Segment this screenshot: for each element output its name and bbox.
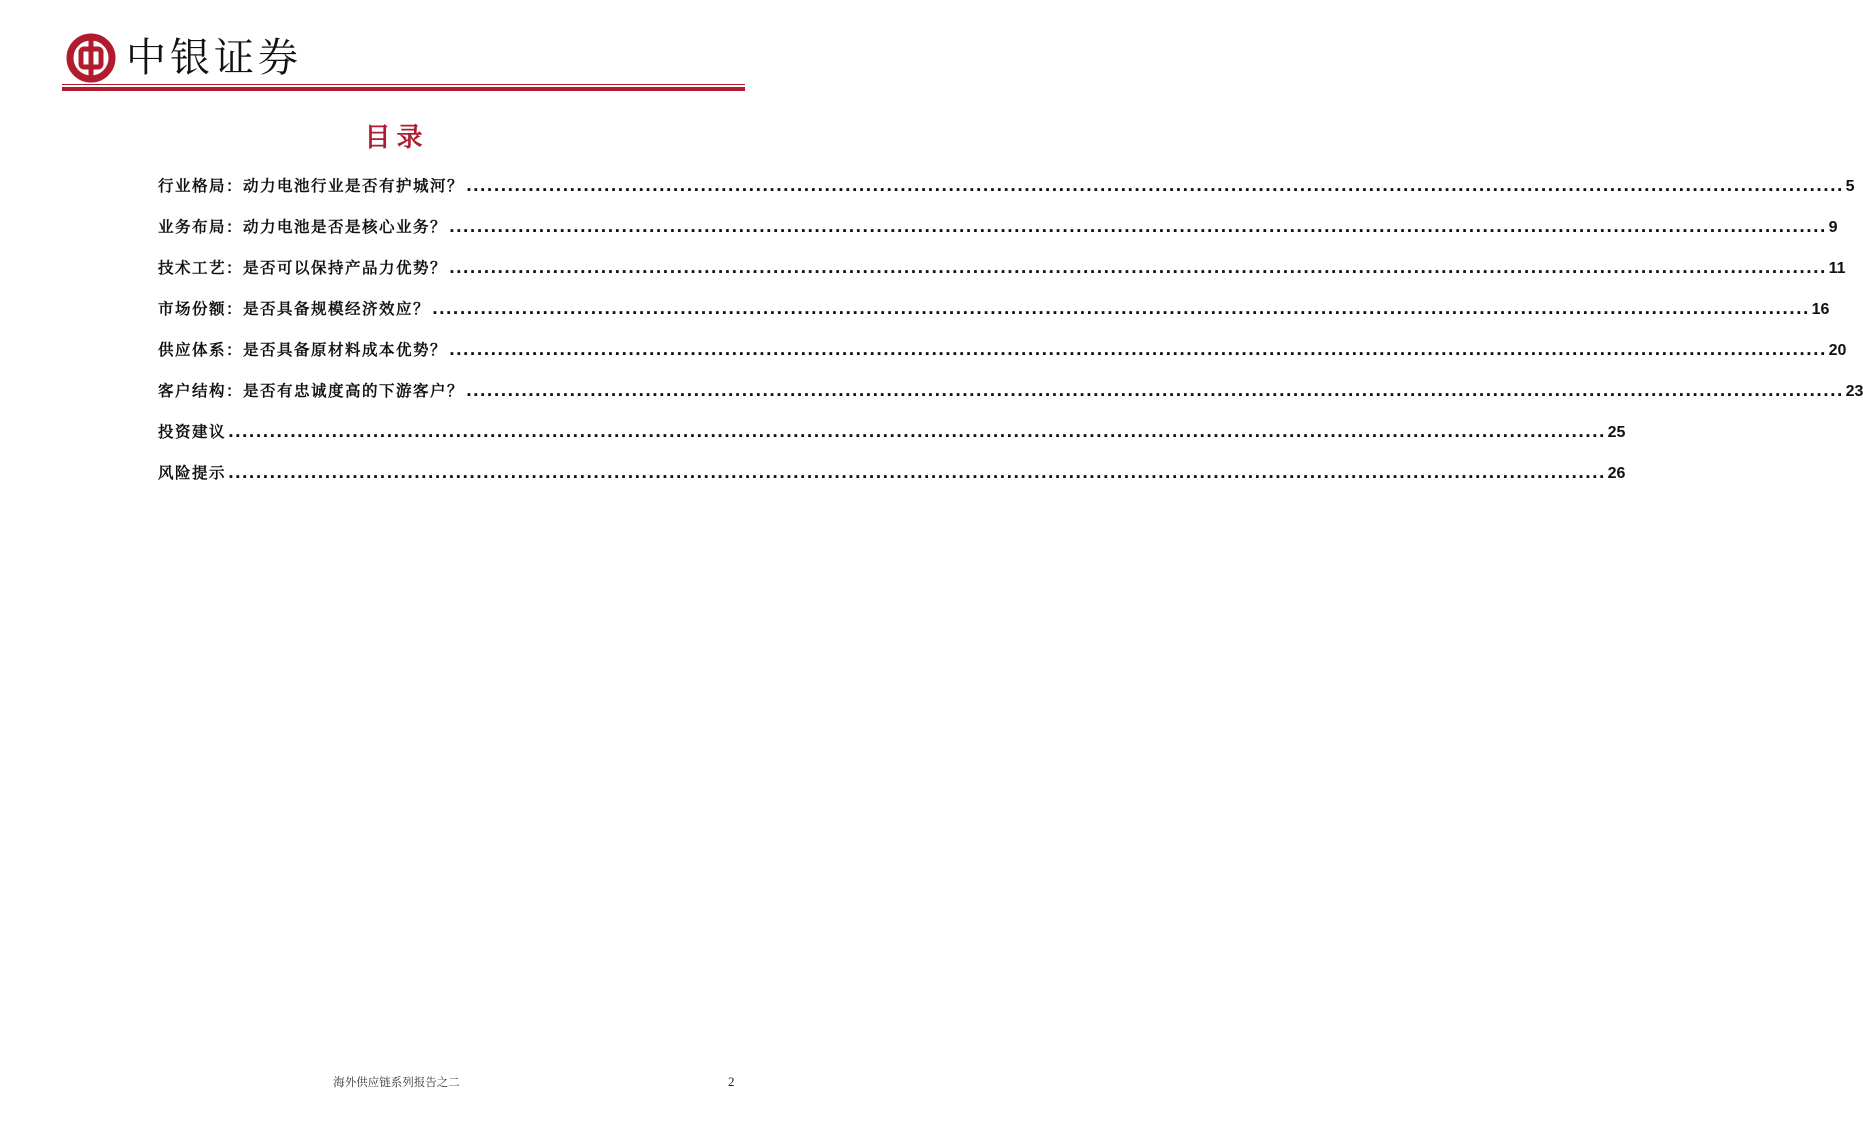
toc-entry[interactable] (158, 174, 1855, 215)
toc-entry-label: 供应体系：是否具备原材料成本优势？ (158, 341, 448, 359)
toc-entry-label: 市场份额：是否具备规模经济效应？ (158, 300, 431, 318)
toc-leader-dots: ........................................................................................................................................................................................................ (432, 300, 1810, 318)
footer-report-series: 海外供应链系列报告之二 (333, 1075, 460, 1089)
toc-entry-label: 风险提示 (158, 464, 227, 482)
toc-leader-dots: ........................................................................................................................................................................................................ (449, 259, 1827, 277)
toc-entry-page: 26 (1607, 465, 1626, 482)
toc-entry[interactable] (158, 215, 1838, 256)
table-of-contents (158, 174, 1863, 502)
toc-entry-label: 业务布局：动力电池是否是核心业务？ (158, 218, 448, 236)
bank-of-china-logo-icon (66, 33, 116, 83)
toc-leader-dots: ........................................................................................................................................................................................................ (228, 464, 1606, 482)
toc-leader-dots: ........................................................................................................................................................................................................ (466, 177, 1844, 195)
toc-leader-dots: ........................................................................................................................................................................................................ (449, 218, 1827, 236)
toc-entry-page: 20 (1828, 342, 1847, 359)
toc-entry-label: 投资建议 (158, 423, 227, 441)
toc-leader-dots: ........................................................................................................................................................................................................ (466, 382, 1844, 400)
header-rule-thick (62, 87, 745, 91)
toc-entry-page: 11 (1828, 260, 1846, 277)
toc-entry-page: 25 (1607, 424, 1626, 441)
toc-entry[interactable] (158, 461, 1626, 502)
toc-leader-dots: ........................................................................................................................................................................................................ (449, 341, 1827, 359)
toc-entry[interactable] (158, 379, 1863, 420)
toc-entry[interactable] (158, 297, 1830, 338)
toc-entry-page: 5 (1845, 178, 1855, 195)
toc-entry-page: 16 (1811, 301, 1830, 318)
toc-entry[interactable] (158, 420, 1626, 461)
footer-page-number: 2 (728, 1074, 735, 1089)
toc-entry-page: 23 (1845, 383, 1863, 400)
toc-entry[interactable] (158, 256, 1846, 297)
toc-entry-page: 9 (1828, 219, 1838, 236)
toc-entry-label: 技术工艺：是否可以保持产品力优势？ (158, 259, 448, 277)
toc-entry[interactable] (158, 338, 1847, 379)
toc-entry-label: 行业格局：动力电池行业是否有护城河？ (158, 177, 465, 195)
toc-entry-label: 客户结构：是否有忠诚度高的下游客户？ (158, 382, 465, 400)
toc-title: 目录 (364, 123, 429, 153)
header-rule-thin (62, 84, 745, 85)
company-name: 中银证券 (126, 35, 302, 81)
toc-leader-dots: ........................................................................................................................................................................................................ (228, 423, 1606, 441)
company-logo (66, 33, 302, 83)
